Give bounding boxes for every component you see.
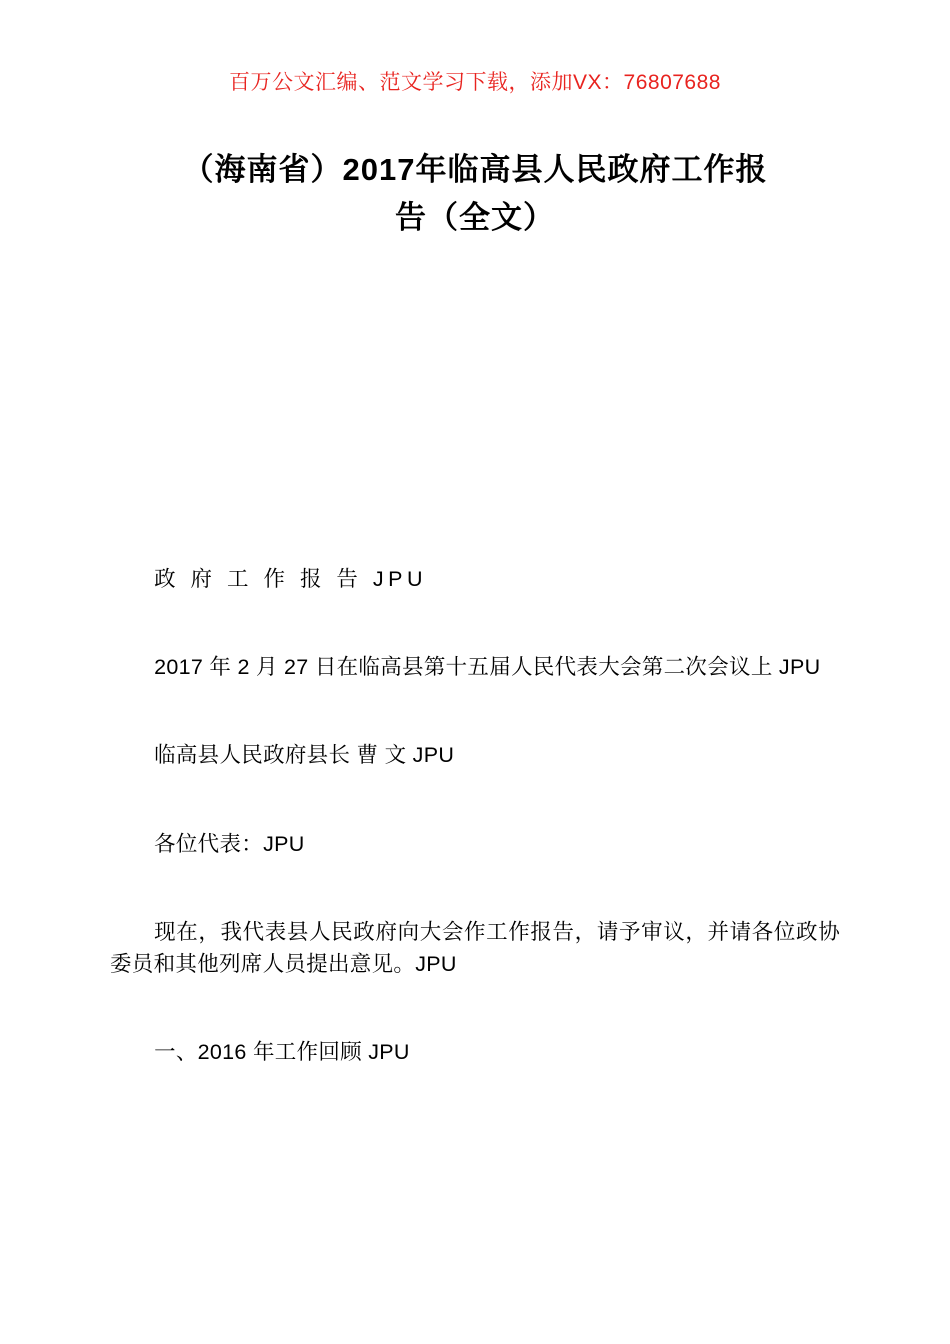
page-title-line-1: （海南省）2017年临高县人民政府工作报 bbox=[182, 152, 768, 187]
body-paragraph: 临高县人民政府县长 曹 文 JPU bbox=[154, 743, 455, 768]
promo-banner: 百万公文汇编、范文学习下载，添加VX：76807688 bbox=[229, 71, 721, 94]
page-title-line-2: 告（全文） bbox=[395, 200, 555, 236]
page-title bbox=[110, 146, 840, 242]
body-paragraph: 一、2016 年工作回顾 JPU bbox=[154, 1040, 410, 1065]
body-paragraph: 各位代表：JPU bbox=[154, 831, 305, 856]
document-body bbox=[110, 563, 840, 1189]
title-body-spacer bbox=[110, 263, 840, 563]
body-paragraph: 政 府 工 作 报 告 JPU bbox=[154, 566, 428, 591]
body-paragraph: 2017 年 2 月 27 日在临高县第十五届人民代表大会第二次会议上 JPU bbox=[154, 655, 821, 680]
body-paragraph: 现在，我代表县人民政府向大会作工作报告，请予审议，并请各位政协委员和其他列席人员提出意见。JPU bbox=[110, 919, 840, 977]
